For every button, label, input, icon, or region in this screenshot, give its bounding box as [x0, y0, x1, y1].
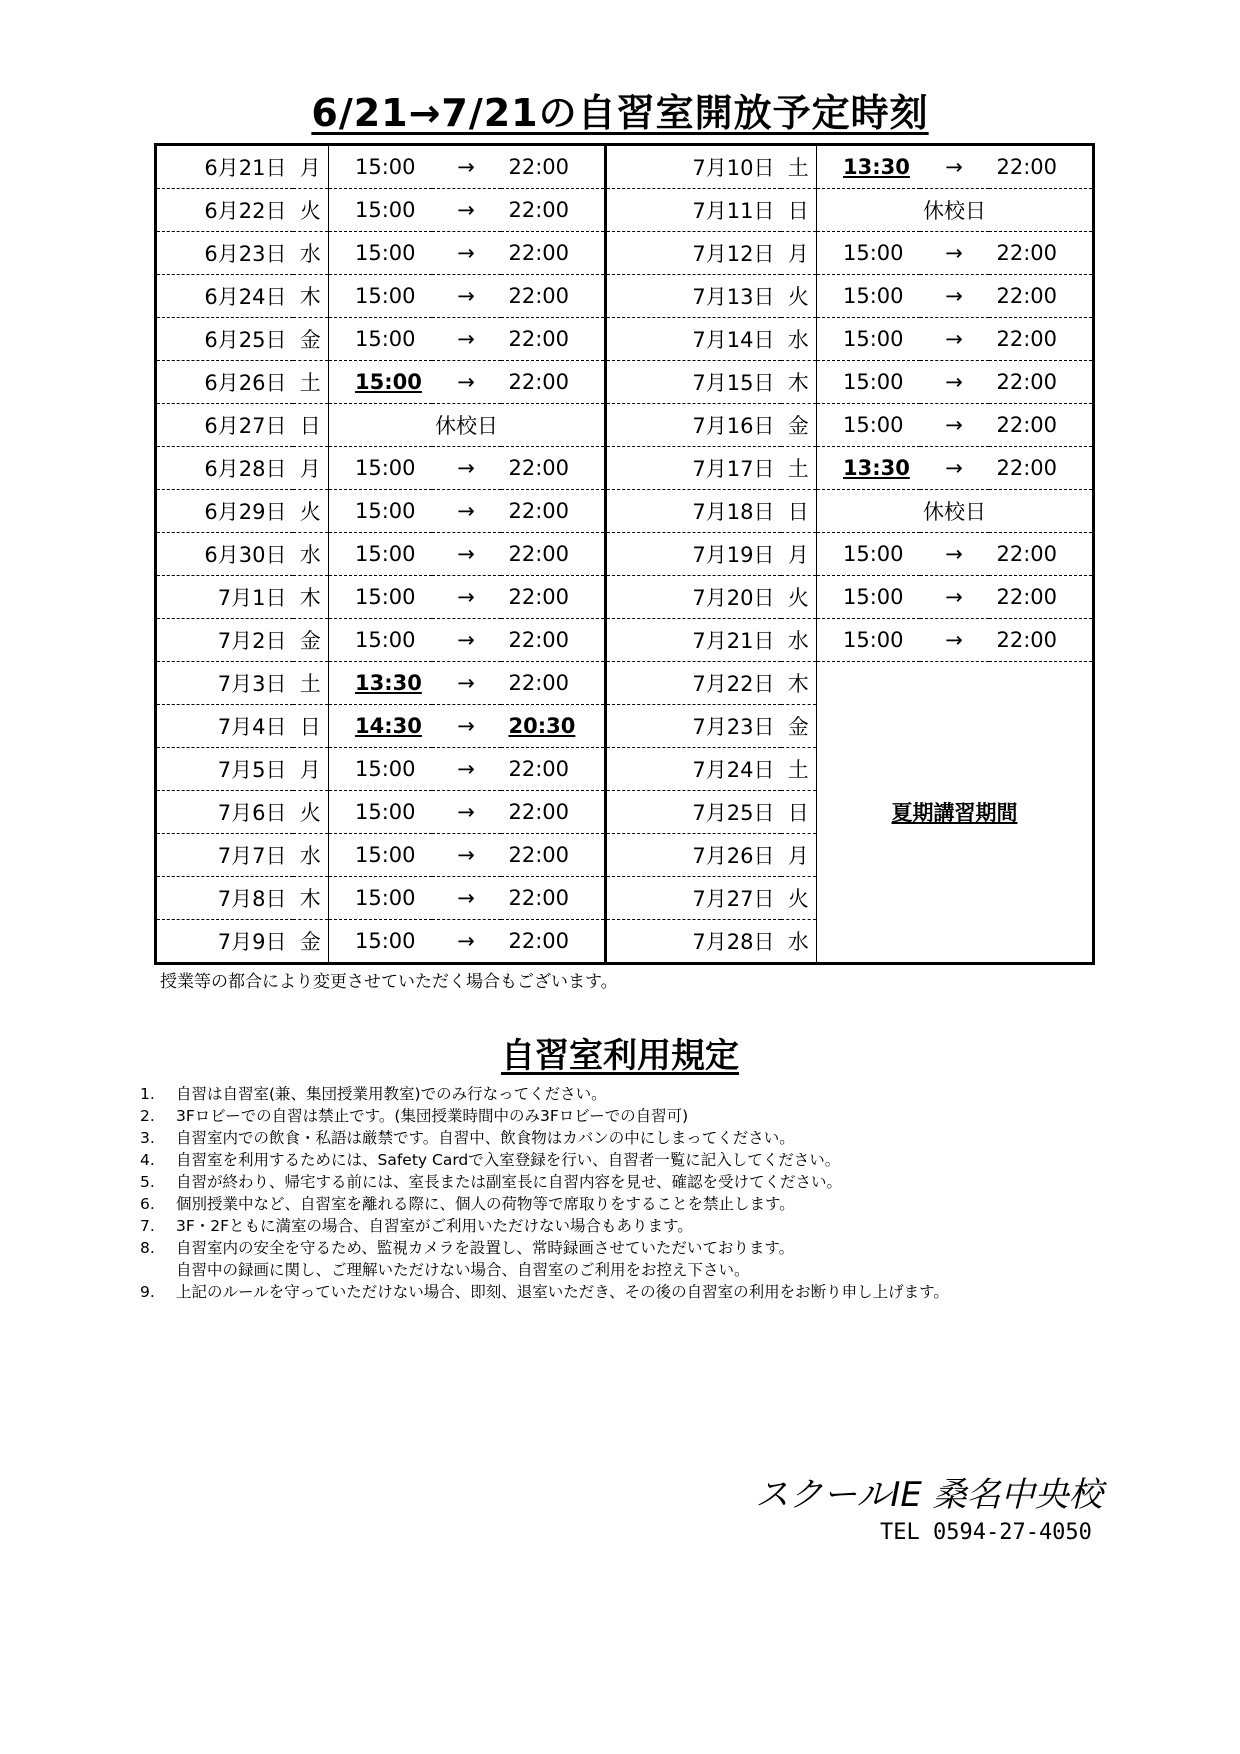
schedule-row	[156, 361, 1094, 404]
open-time: 15:00	[817, 361, 920, 404]
rule-number: 8.	[140, 1239, 155, 1257]
schedule-weekday: 木	[781, 361, 817, 404]
schedule-row	[156, 275, 1094, 318]
close-time: 22:00	[501, 318, 606, 361]
schedule-date: 7月10日	[606, 145, 781, 189]
schedule-date: 7月8日	[156, 877, 293, 920]
schedule-weekday: 月	[781, 232, 817, 275]
open-time-changed: 13:30	[355, 671, 422, 695]
arrow: →	[920, 318, 989, 361]
close-time: 22:00	[501, 145, 606, 189]
schedule-date: 6月26日	[156, 361, 293, 404]
holiday-label: 休校日	[329, 404, 606, 447]
schedule-weekday: 金	[293, 318, 329, 361]
close-time: 22:00	[989, 576, 1094, 619]
arrow: →	[920, 404, 989, 447]
close-time-changed: 20:30	[508, 714, 576, 738]
schedule-weekday: 木	[293, 576, 329, 619]
schedule-weekday: 金	[293, 920, 329, 964]
schedule-weekday: 金	[781, 404, 817, 447]
rule-text: 3Fロビーでの自習は禁止です。(集団授業時間中のみ3Fロビーでの自習可)	[176, 1107, 689, 1125]
schedule-row	[156, 318, 1094, 361]
close-time: 22:00	[501, 877, 606, 920]
close-time: 22:00	[501, 275, 606, 318]
rule-item	[138, 1237, 1138, 1259]
close-time: 22:00	[501, 576, 606, 619]
schedule-weekday: 木	[781, 662, 817, 705]
schedule-weekday: 火	[781, 877, 817, 920]
rule-number: 9.	[140, 1283, 155, 1301]
open-time: 15:00	[329, 232, 432, 275]
arrow: →	[432, 619, 501, 662]
open-time: 15:00	[817, 318, 920, 361]
arrow: →	[432, 748, 501, 791]
arrow: →	[432, 576, 501, 619]
open-time: 15:00	[329, 318, 432, 361]
arrow: →	[920, 447, 989, 490]
open-time	[329, 705, 432, 748]
schedule-date: 7月21日	[606, 619, 781, 662]
arrow: →	[432, 834, 501, 877]
open-time: 15:00	[817, 576, 920, 619]
open-time	[329, 662, 432, 705]
open-time: 15:00	[329, 490, 432, 533]
close-time: 22:00	[989, 145, 1094, 189]
schedule-date: 7月7日	[156, 834, 293, 877]
open-time-changed: 13:30	[843, 155, 910, 179]
rule-text: 個別授業中など、自習室を離れる際に、個人の荷物等で席取りをすることを禁止します。	[176, 1195, 795, 1213]
arrow: →	[432, 318, 501, 361]
schedule-weekday: 土	[781, 145, 817, 189]
rule-item	[138, 1083, 1138, 1105]
open-time: 15:00	[817, 619, 920, 662]
change-note: 授業等の都合により変更させていただく場合もございます。	[160, 972, 618, 992]
arrow: →	[432, 232, 501, 275]
schedule-row	[156, 576, 1094, 619]
schedule-row	[156, 619, 1094, 662]
rule-number: 2.	[140, 1107, 155, 1125]
rule-text: 自習中の録画に関し、ご理解いただけない場合、自習室のご利用をお控え下さい。	[176, 1261, 750, 1279]
schedule-weekday: 日	[781, 189, 817, 232]
arrow: →	[432, 705, 501, 748]
schedule-date: 7月11日	[606, 189, 781, 232]
open-time-changed: 13:30	[843, 456, 910, 480]
schedule-date: 7月23日	[606, 705, 781, 748]
arrow: →	[920, 361, 989, 404]
schedule-weekday: 日	[293, 705, 329, 748]
rule-number: 4.	[140, 1151, 155, 1169]
schedule-date: 7月4日	[156, 705, 293, 748]
schedule-row	[156, 662, 1094, 705]
open-time: 15:00	[817, 533, 920, 576]
open-time: 15:00	[329, 145, 432, 189]
schedule-weekday: 火	[293, 490, 329, 533]
rule-item	[138, 1149, 1138, 1171]
rule-text: 自習室内の安全を守るため、監視カメラを設置し、常時録画させていただいております。	[176, 1239, 795, 1257]
arrow: →	[457, 929, 475, 953]
schedule-weekday: 土	[781, 748, 817, 791]
open-time: 15:00	[817, 404, 920, 447]
schedule-date: 7月24日	[606, 748, 781, 791]
schedule-date: 7月12日	[606, 232, 781, 275]
arrow: →	[432, 533, 501, 576]
arrow: →	[432, 490, 501, 533]
schedule-date: 7月14日	[606, 318, 781, 361]
schedule-row	[156, 404, 1094, 447]
schedule-weekday: 木	[293, 275, 329, 318]
schedule-date: 6月29日	[156, 490, 293, 533]
arrow: →	[432, 662, 501, 705]
close-time: 22:00	[501, 361, 606, 404]
schedule-weekday: 金	[293, 619, 329, 662]
schedule-date: 6月25日	[156, 318, 293, 361]
rule-number: 3.	[140, 1129, 155, 1147]
close-time: 22:00	[989, 318, 1094, 361]
holiday-label: 休校日	[817, 490, 1094, 533]
schedule-date: 6月27日	[156, 404, 293, 447]
schedule-date: 7月26日	[606, 834, 781, 877]
schedule-weekday: 月	[781, 533, 817, 576]
close-time: 22:00	[989, 447, 1094, 490]
arrow: →	[920, 533, 989, 576]
schedule-weekday: 土	[781, 447, 817, 490]
schedule-date: 7月2日	[156, 619, 293, 662]
schedule-date: 7月25日	[606, 791, 781, 834]
schedule-weekday: 水	[293, 232, 329, 275]
close-time: 22:00	[501, 791, 606, 834]
schedule-row	[156, 490, 1094, 533]
schedule-date: 7月28日	[692, 930, 775, 954]
arrow: →	[920, 232, 989, 275]
close-time: 22:00	[501, 533, 606, 576]
summer-course-label: 夏期講習期間	[891, 801, 1018, 825]
rule-text: 自習は自習室(兼、集団授業用教室)でのみ行なってください。	[176, 1085, 607, 1103]
open-time: 15:00	[329, 791, 432, 834]
arrow: →	[920, 576, 989, 619]
close-time: 22:00	[989, 619, 1094, 662]
schedule-weekday: 水	[293, 834, 329, 877]
rule-text: 上記のルールを守っていただけない場合、即刻、退室いただき、その後の自習室の利用をお断り申し上げます。	[176, 1283, 949, 1301]
schedule-row	[156, 533, 1094, 576]
schedule-weekday: 日	[781, 490, 817, 533]
open-time-changed: 14:30	[355, 714, 422, 738]
close-time: 22:00	[989, 404, 1094, 447]
rule-text: 自習室内での飲食・私語は厳禁です。自習中、飲食物はカバンの中にしまってください。	[176, 1129, 795, 1147]
rule-item	[138, 1127, 1138, 1149]
schedule-date: 7月1日	[156, 576, 293, 619]
arrow: →	[920, 145, 989, 189]
open-time	[817, 145, 920, 189]
schedule-date: 6月21日	[156, 145, 293, 189]
open-time: 15:00	[329, 834, 432, 877]
schedule-weekday: 火	[293, 189, 329, 232]
open-time-changed: 15:00	[355, 370, 422, 394]
arrow: →	[432, 791, 501, 834]
open-time: 15:00	[817, 275, 920, 318]
close-time: 22:00	[989, 533, 1094, 576]
schedule-date: 7月19日	[606, 533, 781, 576]
rule-number: 1.	[140, 1085, 155, 1103]
open-time: 15:00	[817, 232, 920, 275]
rule-number: 5.	[140, 1173, 155, 1191]
schedule-weekday: 月	[293, 447, 329, 490]
schedule-date: 7月17日	[606, 447, 781, 490]
schedule-date: 6月23日	[156, 232, 293, 275]
schedule-weekday: 木	[293, 877, 329, 920]
close-time: 22:00	[501, 447, 606, 490]
open-time: 15:00	[329, 447, 432, 490]
rule-item	[138, 1171, 1138, 1193]
close-time: 22:00	[501, 619, 606, 662]
holiday-label: 休校日	[817, 189, 1094, 232]
rule-item	[138, 1281, 1138, 1303]
open-time	[817, 447, 920, 490]
close-time: 22:00	[989, 361, 1094, 404]
schedule-row	[156, 232, 1094, 275]
schedule-weekday: 水	[781, 619, 817, 662]
page-title: 6/21→7/21の自習室開放予定時刻	[311, 91, 929, 135]
schedule-date: 7月18日	[606, 490, 781, 533]
schedule-date: 6月24日	[156, 275, 293, 318]
close-time: 22:00	[501, 834, 606, 877]
schedule-date: 7月20日	[606, 576, 781, 619]
rule-number: 7.	[140, 1217, 155, 1235]
arrow: →	[432, 361, 501, 404]
schedule-weekday: 土	[293, 662, 329, 705]
arrow: →	[432, 447, 501, 490]
schedule-weekday: 火	[781, 576, 817, 619]
schedule-date: 6月22日	[156, 189, 293, 232]
schedule-weekday: 日	[293, 404, 329, 447]
rule-text: 自習が終わり、帰宅する前には、室長または副室長に自習内容を見せ、確認を受けてください。	[176, 1173, 843, 1191]
schedule-row	[156, 189, 1094, 232]
schedule-date: 7月9日	[217, 930, 287, 954]
schedule-table	[154, 143, 1095, 965]
arrow: →	[920, 275, 989, 318]
rule-number: 6.	[140, 1195, 155, 1213]
close-time: 22:00	[501, 189, 606, 232]
school-name: スクールIE 桑名中央校	[755, 1475, 1103, 1515]
open-time: 15:00	[329, 275, 432, 318]
schedule-weekday: 水	[781, 318, 817, 361]
schedule-date: 7月22日	[606, 662, 781, 705]
schedule-weekday: 日	[781, 791, 817, 834]
open-time: 15:00	[329, 619, 432, 662]
open-time: 15:00	[329, 748, 432, 791]
rule-item	[138, 1193, 1138, 1215]
rules-list	[138, 1083, 1138, 1303]
school-tel: TEL 0594-27-4050	[880, 1520, 1092, 1545]
schedule-date: 7月13日	[606, 275, 781, 318]
schedule-row	[156, 447, 1094, 490]
schedule-date: 7月6日	[156, 791, 293, 834]
rules-title: 自習室利用規定	[501, 1036, 739, 1076]
open-time: 15:00	[329, 533, 432, 576]
rule-text: 3F・2Fともに満室の場合、自習室がご利用いただけない場合もあります。	[176, 1217, 693, 1235]
close-time: 22:00	[989, 232, 1094, 275]
schedule-date: 6月30日	[156, 533, 293, 576]
close-time: 22:00	[501, 232, 606, 275]
arrow: →	[432, 877, 501, 920]
schedule-date: 7月5日	[156, 748, 293, 791]
schedule-weekday: 火	[781, 275, 817, 318]
schedule-date: 7月16日	[606, 404, 781, 447]
schedule-date: 6月28日	[156, 447, 293, 490]
open-time: 15:00	[329, 189, 432, 232]
rule-item	[138, 1105, 1138, 1127]
arrow: →	[432, 275, 501, 318]
close-time	[501, 705, 606, 748]
rule-item	[138, 1215, 1138, 1237]
close-time: 22:00	[501, 748, 606, 791]
close-time: 22:00	[501, 490, 606, 533]
schedule-row	[156, 145, 1094, 189]
schedule-weekday: 月	[293, 145, 329, 189]
schedule-weekday: 水	[293, 533, 329, 576]
open-time	[329, 361, 432, 404]
schedule-weekday: 月	[781, 834, 817, 877]
schedule-date: 7月27日	[606, 877, 781, 920]
close-time: 22:00	[501, 920, 606, 964]
arrow: →	[432, 145, 501, 189]
arrow: →	[920, 619, 989, 662]
schedule-weekday: 月	[293, 748, 329, 791]
schedule-weekday: 土	[293, 361, 329, 404]
rule-item	[138, 1259, 1138, 1281]
close-time: 22:00	[501, 662, 606, 705]
close-time: 22:00	[989, 275, 1094, 318]
open-time: 15:00	[329, 576, 432, 619]
schedule-weekday: 水	[781, 920, 817, 964]
open-time: 15:00	[329, 877, 432, 920]
arrow: →	[432, 189, 501, 232]
rule-text: 自習室を利用するためには、Safety Cardで入室登録を行い、自習者一覧に記入してください。	[176, 1151, 841, 1169]
schedule-date: 7月3日	[156, 662, 293, 705]
schedule-weekday: 金	[781, 705, 817, 748]
schedule-date: 7月15日	[606, 361, 781, 404]
open-time: 15:00	[355, 929, 416, 953]
schedule-weekday: 火	[293, 791, 329, 834]
